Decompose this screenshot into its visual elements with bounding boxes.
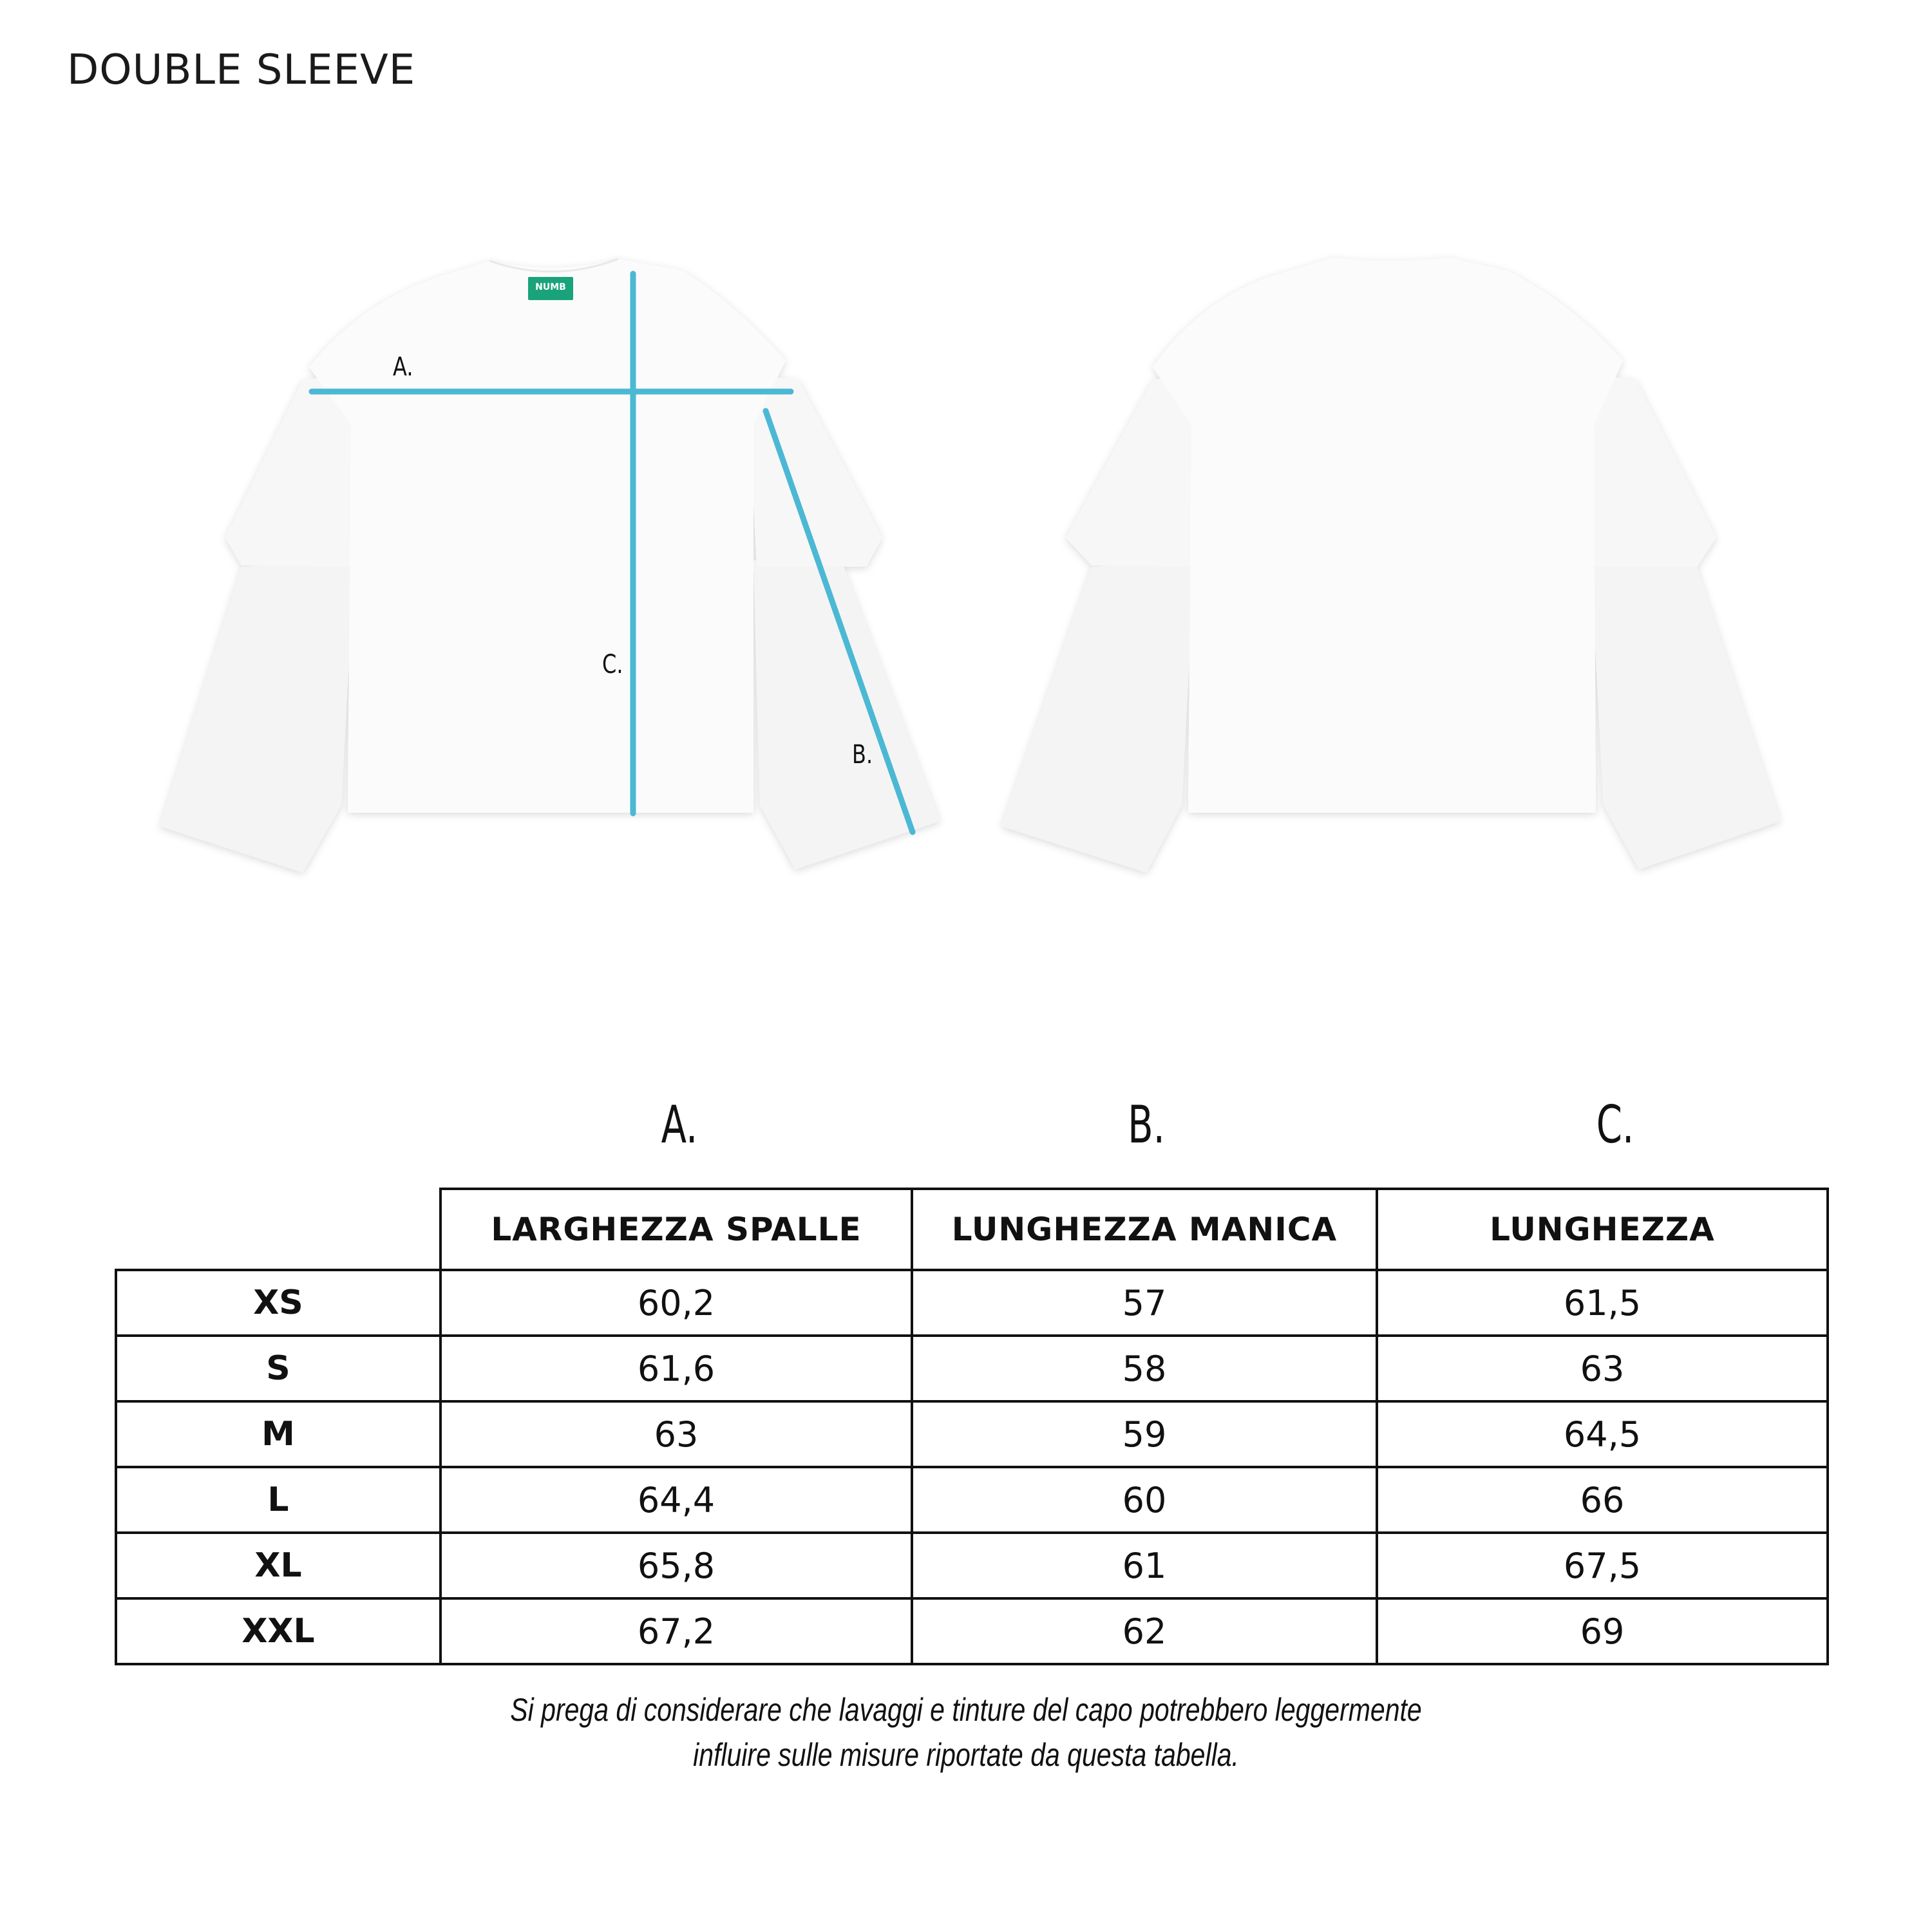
table-cell: 63: [1377, 1336, 1828, 1401]
table-cell: 58: [912, 1336, 1377, 1401]
disclaimer-note: [174, 1687, 1758, 1777]
back-right-long-sleeve: [1591, 560, 1781, 869]
page-title: DOUBLE SLEEVE: [67, 46, 416, 94]
size-chart-table: [115, 1188, 1829, 1665]
front-shirt: [160, 259, 940, 873]
column-letter-b: B.: [1128, 1095, 1165, 1155]
size-label: S: [116, 1336, 440, 1401]
table-cell: 67,5: [1377, 1533, 1828, 1598]
header-lunghezza: LUNGHEZZA: [1377, 1189, 1828, 1270]
table-cell: 60,2: [440, 1270, 912, 1336]
table-cell: 65,8: [440, 1533, 912, 1598]
brand-label: [528, 277, 573, 300]
table-cell: 61: [912, 1533, 1377, 1598]
front-left-long-sleeve: [160, 560, 354, 873]
measure-label-a: A.: [393, 351, 413, 382]
table-cell: 62: [912, 1598, 1377, 1664]
size-label: L: [116, 1467, 440, 1533]
table-cell: 63: [440, 1401, 912, 1467]
table-cell: 57: [912, 1270, 1377, 1336]
header-lunghezza-manica: LUNGHEZZA MANICA: [912, 1189, 1377, 1270]
table-row: [116, 1467, 1828, 1533]
table-cell: 64,5: [1377, 1401, 1828, 1467]
header-larghezza-spalle: LARGHEZZA SPALLE: [440, 1189, 912, 1270]
disclaimer-line-1: Si prega di considerare che lavaggi e tinture del capo potrebbero leggermente: [510, 1692, 1422, 1728]
table-cell: 59: [912, 1401, 1377, 1467]
table-row: [116, 1401, 1828, 1467]
size-label: XL: [116, 1533, 440, 1598]
measure-label-b: B.: [852, 739, 873, 770]
brand-label-text: NUMB: [535, 282, 566, 292]
table-row: [116, 1270, 1828, 1336]
column-letter-a: A.: [661, 1095, 698, 1155]
column-letter-c: C.: [1596, 1095, 1634, 1155]
table-row: [116, 1336, 1828, 1401]
table-cell: 60: [912, 1467, 1377, 1533]
back-body: [1153, 258, 1623, 813]
front-body: [309, 259, 786, 813]
front-right-short-sleeve: [747, 374, 882, 567]
back-shirt: [1001, 258, 1781, 873]
back-left-long-sleeve: [1001, 560, 1195, 873]
size-label: M: [116, 1401, 440, 1467]
table-cell: 61,6: [440, 1336, 912, 1401]
measure-label-c: C.: [601, 649, 623, 679]
table-cell: 61,5: [1377, 1270, 1828, 1336]
size-label: XS: [116, 1270, 440, 1336]
table-corner: [116, 1189, 440, 1270]
table-row: [116, 1533, 1828, 1598]
table-cell: 69: [1377, 1598, 1828, 1664]
table-header-row: [116, 1189, 1828, 1270]
disclaimer-line-2: influire sulle misure riportate da questa tabella.: [693, 1737, 1239, 1773]
table-cell: 64,4: [440, 1467, 912, 1533]
size-label: XXL: [116, 1598, 440, 1664]
table-cell: 66: [1377, 1467, 1828, 1533]
table-cell: 67,2: [440, 1598, 912, 1664]
table-row: [116, 1598, 1828, 1664]
